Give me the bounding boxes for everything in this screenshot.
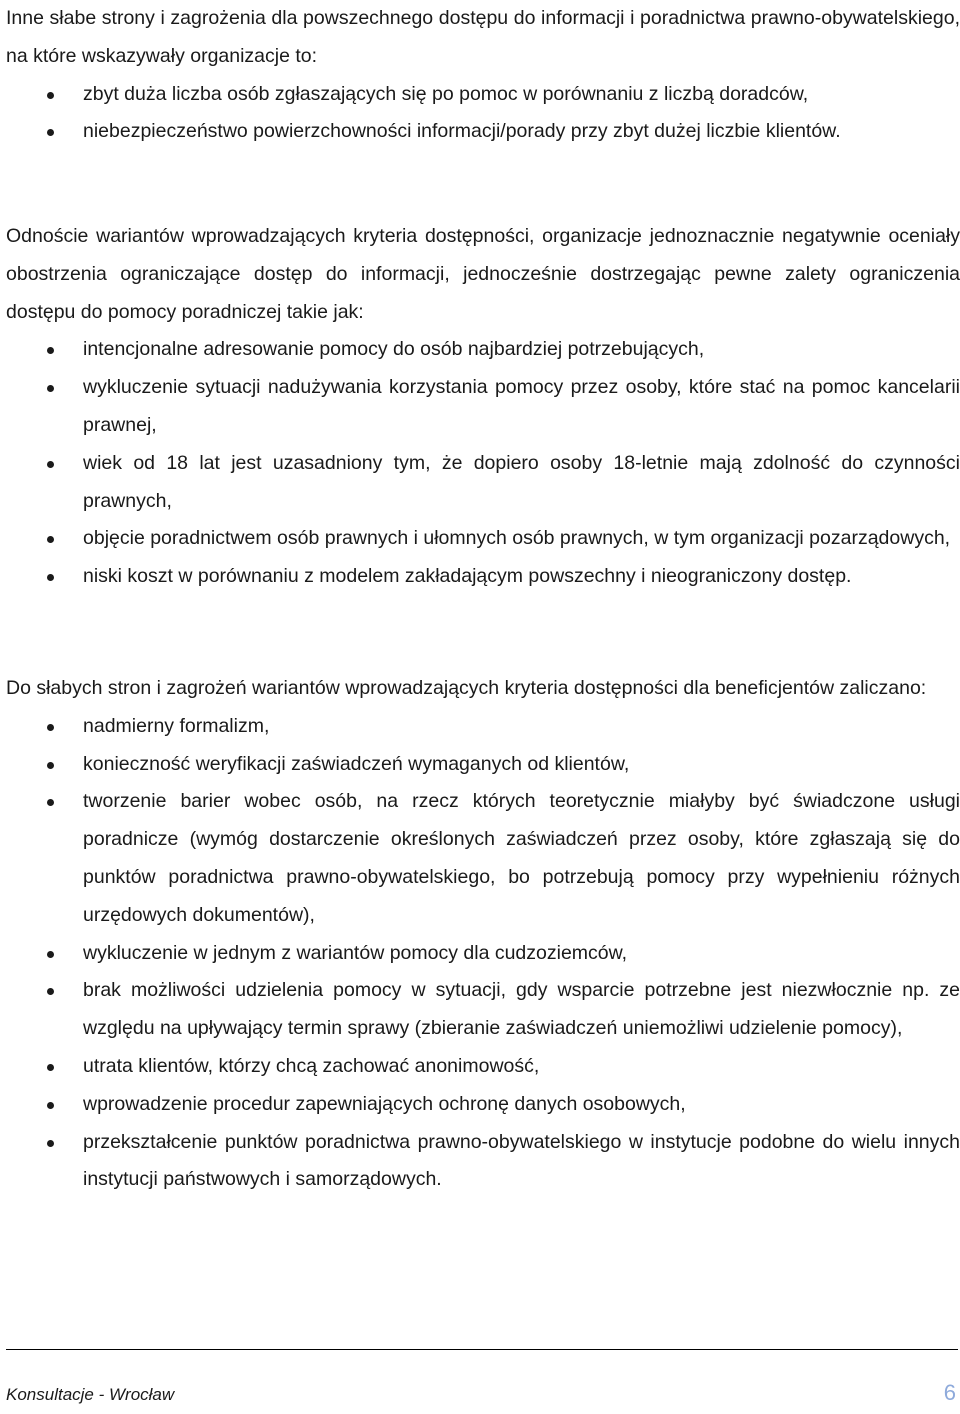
bullet-icon bbox=[47, 129, 54, 136]
list-item: przekształcenie punktów poradnictwa prawno-obywatelskiego w instytucje podobne do wielu innych instytucji państwowych i samorządowych. bbox=[6, 1124, 960, 1200]
section3-list bbox=[6, 708, 960, 1199]
bullet-icon bbox=[47, 1064, 54, 1071]
section-weaknesses-general bbox=[6, 0, 960, 151]
list-item: wprowadzenie procedur zapewniających ochronę danych osobowych, bbox=[6, 1086, 960, 1124]
bullet-icon bbox=[47, 724, 54, 731]
bullet-icon bbox=[47, 385, 54, 392]
bullet-icon bbox=[47, 799, 54, 806]
list-item: utrata klientów, którzy chcą zachować anonimowość, bbox=[6, 1048, 960, 1086]
bullet-icon bbox=[47, 1140, 54, 1147]
list-item: wykluczenie w jednym z wariantów pomocy dla cudzoziemców, bbox=[6, 935, 960, 973]
bullet-icon bbox=[47, 347, 54, 354]
section2-list bbox=[6, 331, 960, 596]
section2-intro: Odnoście wariantów wprowadzających kryteria dostępności, organizacje jednoznacznie negatywnie oceniały obostrzenia ograniczające dostęp do informacji, jednocześnie dostrzegając pewne zalety ograniczenia dostępu do pomocy poradniczej takie jak: bbox=[6, 225, 960, 323]
list-item: brak możliwości udzielenia pomocy w sytuacji, gdy wsparcie potrzebne jest niezwłocznie np. ze względu na upływający termin sprawy (zbieranie zaświadczeń uniemożliwi udzielenie pomocy), bbox=[6, 972, 960, 1048]
page-number: 6 bbox=[943, 1380, 956, 1405]
section3-intro: Do słabych stron i zagrożeń wariantów wprowadzających kryteria dostępności dla beneficjentów zaliczano: bbox=[6, 677, 927, 699]
list-item: niski koszt w porównaniu z modelem zakładającym powszechny i nieograniczony dostęp. bbox=[6, 558, 960, 596]
bullet-icon bbox=[47, 574, 54, 581]
bullet-icon bbox=[47, 951, 54, 958]
list-item: nadmierny formalizm, bbox=[6, 708, 960, 746]
footer-title: Konsultacje - Wrocław bbox=[6, 1385, 175, 1404]
list-item: niebezpieczeństwo powierzchowności informacji/porady przy zbyt dużej liczbie klientów. bbox=[6, 113, 960, 151]
bullet-icon bbox=[47, 762, 54, 769]
bullet-icon bbox=[47, 92, 54, 99]
section-advantages bbox=[6, 218, 960, 596]
section1-intro: Inne słabe strony i zagrożenia dla powszechnego dostępu do informacji i poradnictwa prawno-obywatelskiego, na które wskazywały organizacje to: bbox=[6, 7, 960, 67]
list-item: zbyt duża liczba osób zgłaszających się po pomoc w porównaniu z liczbą doradców, bbox=[6, 76, 960, 114]
bullet-icon bbox=[47, 988, 54, 995]
bullet-icon bbox=[47, 536, 54, 543]
section1-list bbox=[6, 76, 960, 152]
list-item: objęcie poradnictwem osób prawnych i ułomnych osób prawnych, w tym organizacji pozarządowych, bbox=[6, 520, 960, 558]
list-item: tworzenie barier wobec osób, na rzecz których teoretycznie miałyby być świadczone usługi poradnicze (wymóg dostarczenie określonych zaświadczeń przez osoby, które zgłaszają się do punktów poradnictwa prawno-obywatelskiego, bo potrzebują pomocy przy wypełnieniu różnych urzędowych dokumentów), bbox=[6, 783, 960, 934]
bullet-icon bbox=[47, 461, 54, 468]
list-item: intencjonalne adresowanie pomocy do osób najbardziej potrzebujących, bbox=[6, 331, 960, 369]
list-item: wiek od 18 lat jest uzasadniony tym, że dopiero osoby 18-letnie mają zdolność do czynności prawnych, bbox=[6, 445, 960, 521]
bullet-icon bbox=[47, 1102, 54, 1109]
list-item: wykluczenie sytuacji nadużywania korzystania pomocy przez osoby, które stać na pomoc kancelarii prawnej, bbox=[6, 369, 960, 445]
list-item: konieczność weryfikacji zaświadczeń wymaganych od klientów, bbox=[6, 746, 960, 784]
footer-divider bbox=[6, 1349, 958, 1350]
section-weaknesses-criteria bbox=[6, 670, 960, 1199]
